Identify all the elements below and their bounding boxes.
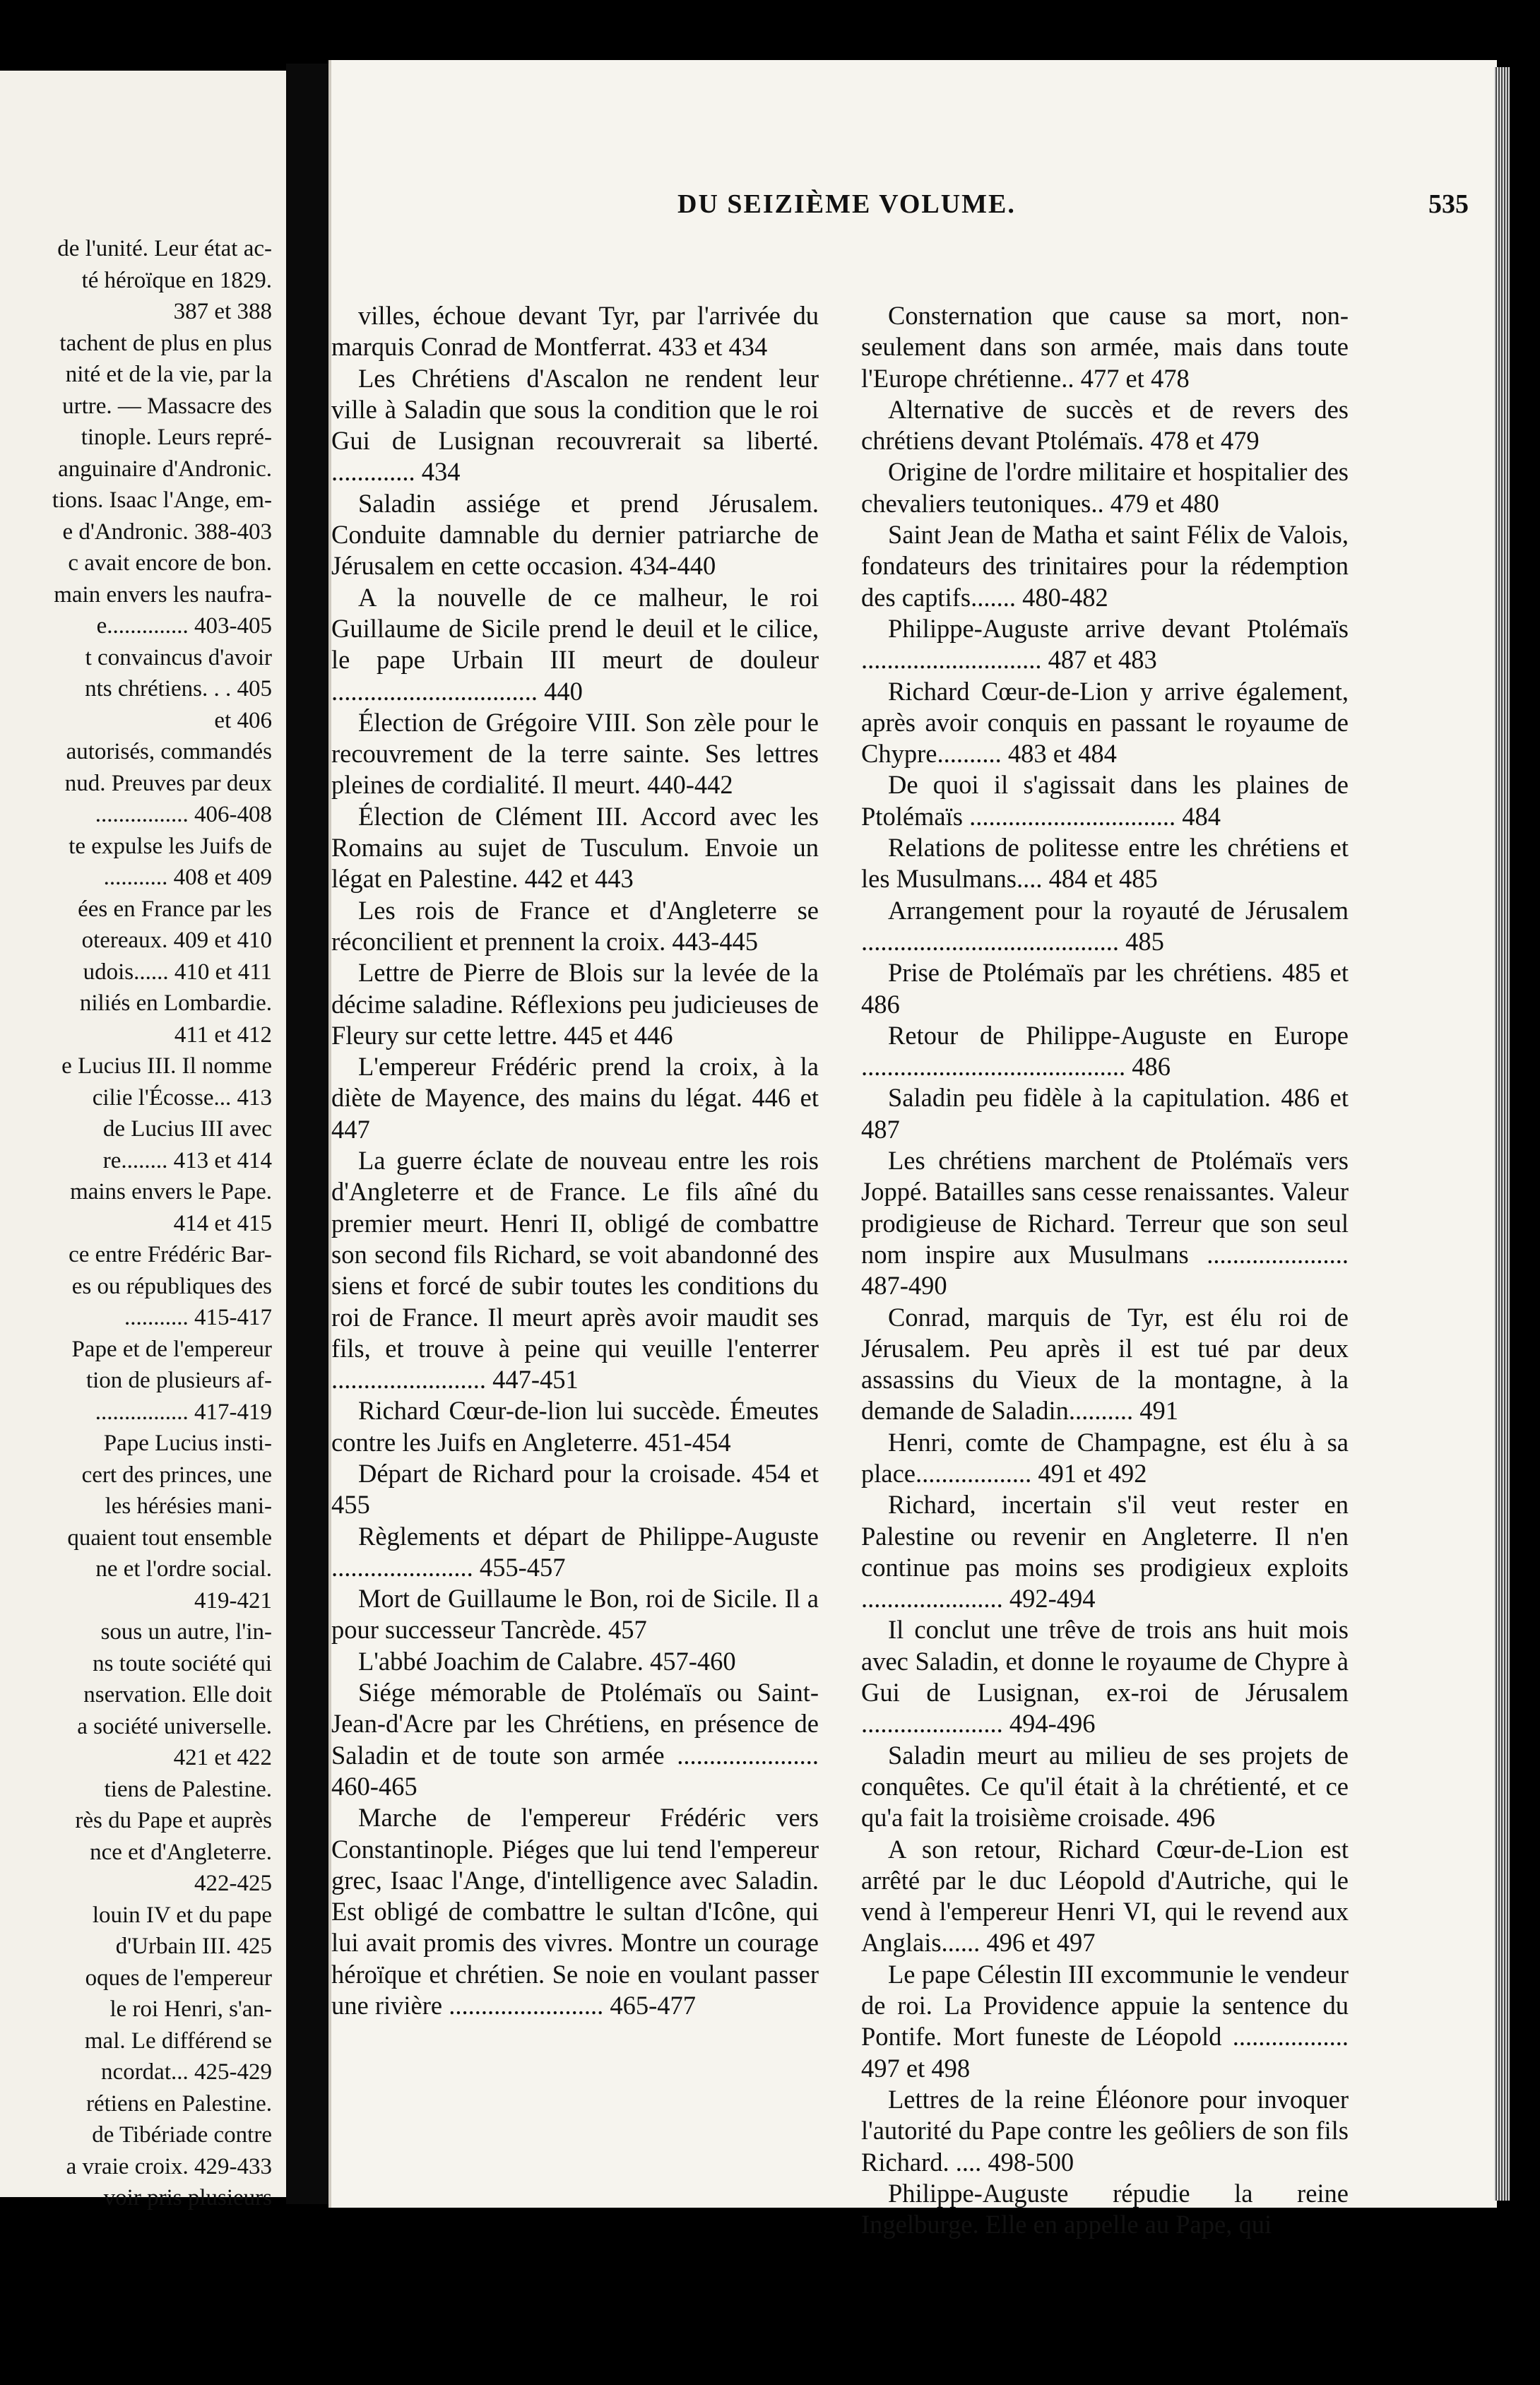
left-page-line: louin IV et du pape [92, 1902, 272, 1928]
left-page-line: tions. Isaac l'Ange, em- [52, 487, 272, 513]
left-page-line: autorisés, commandés [66, 739, 272, 764]
left-page-line: sous un autre, l'in- [100, 1619, 272, 1645]
left-page-line: nservation. Elle doit [83, 1682, 272, 1708]
index-entry: Lettres de la reine Éléonore pour invoquer l'autorité du Pape contre les geôliers de son fils Richard. .... 498-500 [861, 2084, 1349, 2177]
left-page-line: cert des princes, une [81, 1462, 272, 1488]
left-page-line: et 406 [214, 707, 272, 733]
left-page-line: mal. Le différend se [84, 2028, 272, 2054]
index-entry: Henri, comte de Champagne, est élu à sa place.................. 491 et 492 [861, 1427, 1349, 1488]
left-page-line: nité et de la vie, par la [65, 362, 272, 387]
index-entry: Il conclut une trêve de trois ans huit mois avec Saladin, et donne le royaume de Chypre à Gui de Lusignan, ex-roi de Jérusalem ...................... 494-496 [861, 1615, 1349, 1739]
left-page-line: té héroïque en 1829. [81, 267, 272, 293]
left-page-line: 421 et 422 [173, 1745, 272, 1770]
index-entry: Les rois de France et d'Angleterre se réconcilient et prennent la croix. 443-445 [331, 895, 819, 956]
index-entry: Mort de Guillaume le Bon, roi de Sicile. Il a pour successeur Tancrède. 457 [331, 1584, 819, 1645]
running-head: DU SEIZIÈME VOLUME. [677, 189, 1016, 219]
index-entry: Consternation que cause sa mort, non-seulement dans son armée, mais dans toute l'Europe chrétienne.. 477 et 478 [861, 301, 1349, 393]
index-entry: Saladin assiége et prend Jérusalem. Conduite damnable du dernier patriarche de Jérusalem en cette occasion. 434-440 [331, 488, 819, 581]
left-page [0, 71, 286, 2211]
left-page-line: anguinaire d'Andronic. [58, 456, 272, 482]
index-entry: Saladin peu fidèle à la capitulation. 486 et 487 [861, 1083, 1349, 1144]
left-page-line: 419-421 [194, 1587, 272, 1614]
left-page-line: 387 et 388 [173, 299, 272, 324]
left-page-line: ées en France par les [78, 896, 272, 922]
index-entry: Philippe-Auguste arrive devant Ptolémaïs ............................ 487 et 483 [861, 613, 1349, 675]
left-page-line: d'Urbain III. 425 [115, 1934, 272, 1959]
index-entry: Départ de Richard pour la croisade. 454 et 455 [331, 1458, 819, 1520]
index-entry: Saint Jean de Matha et saint Félix de Valois, fondateurs des trinitaires pour la rédemption des captifs....... 480-482 [861, 520, 1349, 612]
left-page-line: tiens de Palestine. [104, 1776, 272, 1802]
left-page-line: rès du Pape et auprès [75, 1808, 272, 1833]
left-page-line: re........ 413 et 414 [102, 1147, 272, 1173]
index-entry: villes, échoue devant Tyr, par l'arrivée du marquis Conrad de Montferrat. 433 et 434 [331, 301, 819, 362]
left-page-line: le roi Henri, s'an- [109, 1996, 272, 2022]
left-page-line: ne et l'ordre social. [95, 1556, 272, 1582]
left-page-line: ns toute société qui [93, 1650, 272, 1676]
left-page-line: voir pris plusieurs [103, 2185, 272, 2211]
left-page-line: tion de plusieurs af- [85, 1368, 272, 1393]
index-entry: Élection de Grégoire VIII. Son zèle pour le recouvrement de la terre sainte. Ses lettres pleines de cordialité. Il meurt. 440-442 [331, 707, 819, 800]
left-page-line: rétiens en Palestine. [85, 2090, 272, 2117]
left-page-line: oques de l'empereur [85, 1965, 272, 1991]
index-entry: A la nouvelle de ce malheur, le roi Guillaume de Sicile prend le deuil et le cilice, le pape Urbain III meurt de douleur ................................ 440 [331, 582, 819, 706]
left-page-line: tinople. Leurs repré- [81, 425, 272, 450]
index-entry: L'empereur Frédéric prend la croix, à la diète de Mayence, des mains du légat. 446 et 447 [331, 1052, 819, 1144]
left-page-line: urtre. — Massacre des [62, 393, 272, 419]
left-page-line: ................ 406-408 [95, 802, 272, 827]
left-page-line: ........... 408 et 409 [103, 865, 272, 890]
left-page-line: de Lucius III avec [102, 1116, 272, 1142]
index-entry: Prise de Ptolémaïs par les chrétiens. 485 et 486 [861, 958, 1349, 1019]
left-page-line: niliés en Lombardie. [79, 990, 272, 1016]
left-page-line: e d'Andronic. 388-403 [62, 519, 272, 545]
left-page-line: ncordat... 425-429 [101, 2059, 272, 2085]
left-page-line: udois...... 410 et 411 [83, 959, 272, 985]
index-entry: Retour de Philippe-Auguste en Europe ......................................... 486 [861, 1020, 1349, 1082]
index-entry: Saladin meurt au milieu de ses projets de conquêtes. Ce qu'il était à la chrétienté, et ce qu'a fait la troisième croisade. 496 [861, 1740, 1349, 1833]
index-entry: De quoi il s'agissait dans les plaines de Ptolémaïs ................................ 484 [861, 770, 1349, 831]
book-gutter [286, 64, 328, 2204]
left-page-text-column [0, 233, 272, 2214]
left-page-line: 414 et 415 [173, 1210, 272, 1236]
index-entry: Conrad, marquis de Tyr, est élu roi de Jérusalem. Peu après il est tué par deux assassins du Vieux de la montagne, à la demande de Saladin.......... 491 [861, 1302, 1349, 1426]
page-edges [1494, 67, 1510, 2201]
right-page [328, 60, 1497, 2239]
index-entry: Origine de l'ordre militaire et hospitalier des chevaliers teutoniques.. 479 et 480 [861, 457, 1349, 518]
index-entry: Relations de politesse entre les chrétiens et les Musulmans.... 484 et 485 [861, 833, 1349, 894]
index-entry: Marche de l'empereur Frédéric vers Constantinople. Piéges que lui tend l'empereur grec, Isaac l'Ange, d'intelligence avec Saladin. Est obligé de combattre le sultan d'Icône, qui lui avait promis des vivres. Montre un courage héroïque et chrétien. Se noie en voulant passer une rivière ........................ 465-477 [331, 1803, 819, 2020]
index-entry: Élection de Clément III. Accord avec les Romains au sujet de Tusculum. Envoie un légat en Palestine. 442 et 443 [331, 801, 819, 894]
left-page-line: e.............. 403-405 [96, 613, 272, 639]
left-page-line: cilie l'Écosse... 413 [92, 1084, 272, 1111]
left-page-line: ce entre Frédéric Bar- [69, 1242, 272, 1267]
index-column-left [331, 300, 819, 2021]
index-entry: Les chrétiens marchent de Ptolémaïs vers Joppé. Batailles sans cesse renaissantes. Valeur prodigieuse de Richard. Terreur que son seul nom inspire aux Musulmans ...................... 487-490 [861, 1146, 1349, 1301]
left-page-line: de Tibériade contre [92, 2122, 272, 2148]
left-page-line: Pape Lucius insti- [103, 1431, 272, 1456]
left-page-line: es ou républiques des [71, 1273, 272, 1299]
index-entry: Règlements et départ de Philippe-Auguste ...................... 455-457 [331, 1521, 819, 1582]
left-page-line: otereaux. 409 et 410 [81, 928, 272, 953]
left-page-line: ................ 417-419 [95, 1399, 272, 1425]
index-entry: La guerre éclate de nouveau entre les rois d'Angleterre et de France. Le fils aîné du premier meurt. Henri II, obligé de combattre son second fils Richard, se voit abandonné des siens et forcé de subir toutes les conditions du roi de France. Il meurt après avoir maudit ses fils, et trouve à peine qui veuille l'enterrer ........................ 447-451 [331, 1146, 819, 1395]
left-page-line: nud. Preuves par deux [64, 770, 272, 796]
left-page-line: tachent de plus en plus [59, 330, 272, 356]
left-page-line: c avait encore de bon. [68, 550, 272, 576]
page-number: 535 [1428, 189, 1469, 219]
left-page-line: a vraie croix. 429-433 [66, 2153, 272, 2179]
index-entry: Les Chrétiens d'Ascalon ne rendent leur ville à Saladin que sous la condition que le roi Gui de Lusignan recouvrerait sa liberté. ............. 434 [331, 363, 819, 487]
left-page-line: t convaincus d'avoir [85, 644, 272, 670]
left-page-line: quaient tout ensemble [67, 1525, 272, 1551]
index-entry: Richard Cœur-de-lion lui succède. Émeutes contre les Juifs en Angleterre. 451-454 [331, 1396, 819, 1457]
left-page-line: de l'unité. Leur état ac- [57, 236, 272, 261]
index-entry: A son retour, Richard Cœur-de-Lion est arrêté par le duc Léopold d'Autriche, qui le vend à l'empereur Henri VI, qui le revend aux Anglais...... 496 et 497 [861, 1834, 1349, 1958]
left-page-line: e Lucius III. Il nomme [61, 1053, 272, 1079]
index-column-right [861, 300, 1349, 2240]
index-entry: Siége mémorable de Ptolémaïs ou Saint-Jean-d'Acre par les Chrétiens, en présence de Saladin et de toute son armée ...................... 460-465 [331, 1678, 819, 1801]
left-page-line: te expulse les Juifs de [69, 833, 272, 859]
left-page-line: nts chrétiens. . . 405 [85, 676, 272, 702]
left-page-line: 411 et 412 [174, 1022, 272, 1048]
index-entry: Philippe-Auguste répudie la reine Ingelburge. Elle en appelle au Pape, qui [861, 2178, 1349, 2239]
index-entry: Richard Cœur-de-Lion y arrive également, après avoir conquis en passant le royaume de Chypre.......... 483 et 484 [861, 676, 1349, 769]
left-page-line: les hérésies mani- [105, 1493, 272, 1519]
left-page-line: 422-425 [194, 1871, 272, 1896]
left-page-line: ........... 415-417 [124, 1305, 272, 1330]
left-page-line: nce et d'Angleterre. [90, 1839, 272, 1865]
index-entry: Lettre de Pierre de Blois sur la levée de la décime saladine. Réflexions peu judicieuses de Fleury sur cette lettre. 445 et 446 [331, 958, 819, 1050]
left-page-line: mains envers le Pape. [70, 1179, 272, 1205]
index-entry: Le pape Célestin III excommunie le vendeur de roi. La Providence appuie la sentence du Pontife. Mort funeste de Léopold .................. 497 et 498 [861, 1959, 1349, 2083]
index-entry: Arrangement pour la royauté de Jérusalem ........................................ 485 [861, 895, 1349, 956]
left-page-line: a société universelle. [77, 1713, 272, 1739]
index-entry: Richard, incertain s'il veut rester en Palestine ou revenir en Angleterre. Il n'en continue pas moins ses prodigieux exploits ...................... 492-494 [861, 1490, 1349, 1614]
left-page-line: main envers les naufra- [54, 581, 272, 608]
index-entry: Alternative de succès et de revers des chrétiens devant Ptolémaïs. 478 et 479 [861, 394, 1349, 456]
index-entry: L'abbé Joachim de Calabre. 457-460 [358, 1646, 736, 1676]
left-page-line: Pape et de l'empereur [71, 1336, 272, 1362]
